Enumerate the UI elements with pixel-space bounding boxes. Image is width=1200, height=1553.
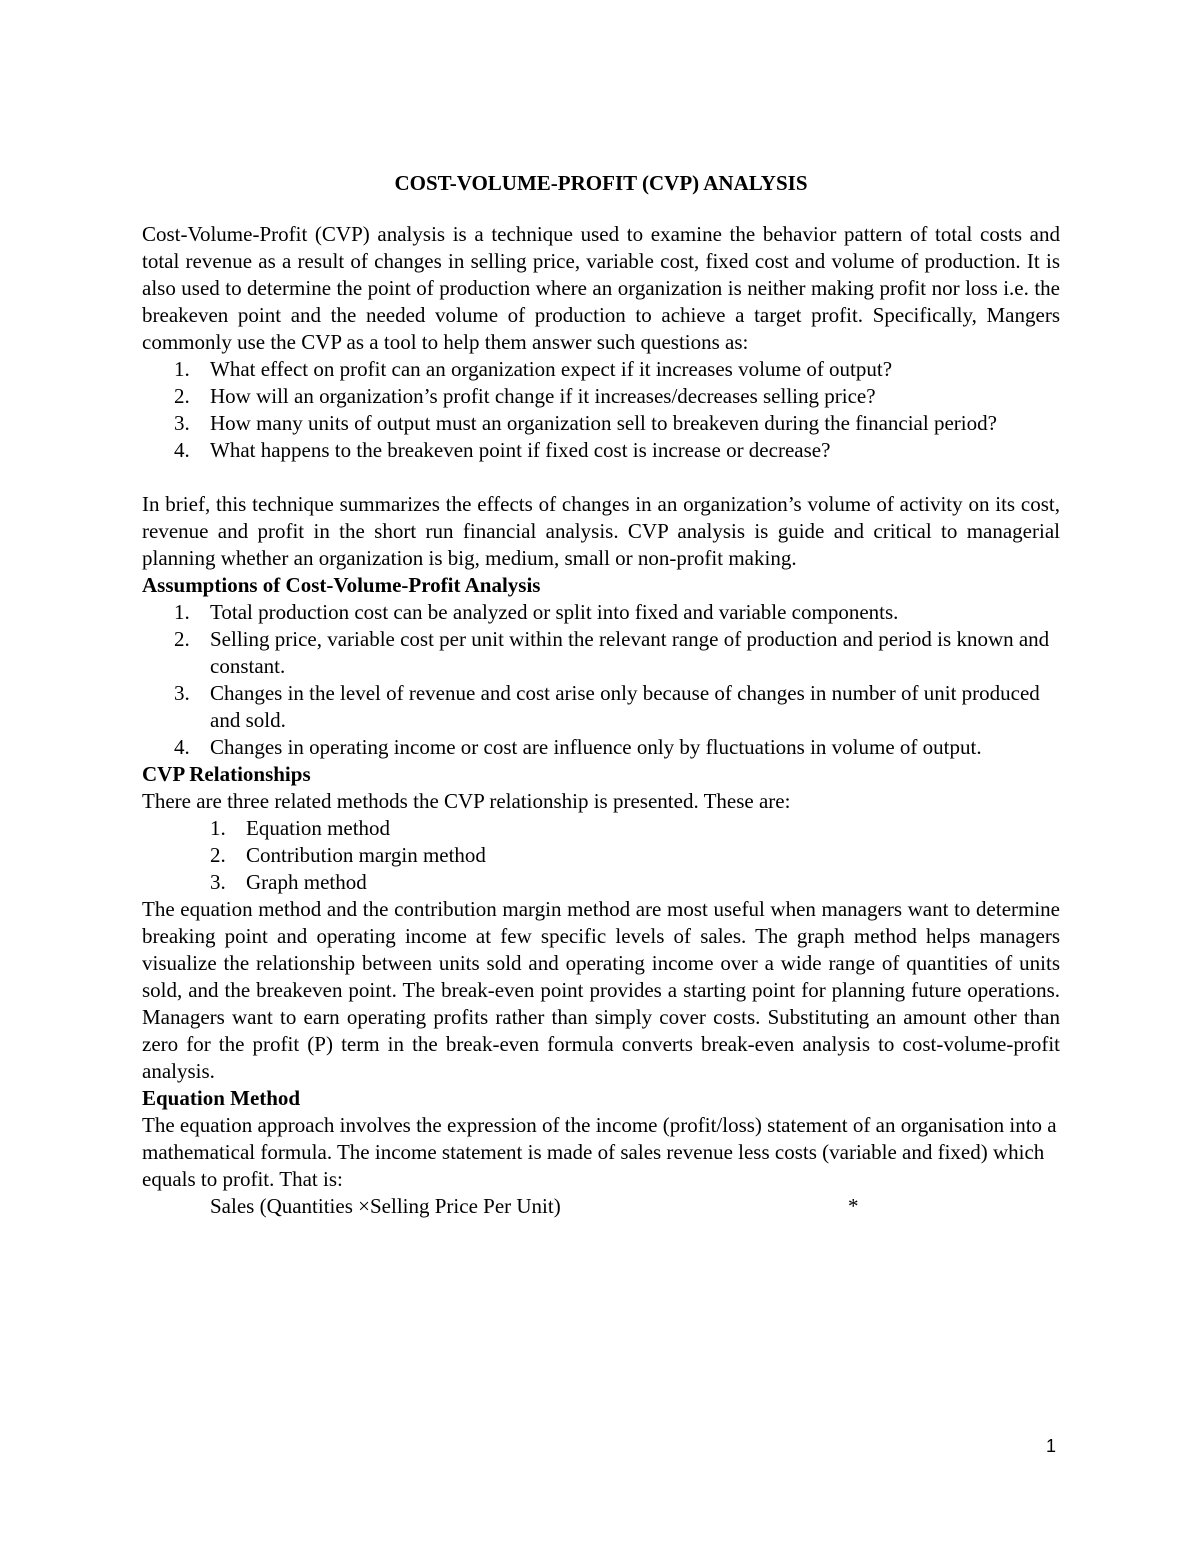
questions-list	[174, 356, 1060, 464]
list-number: 3.	[174, 411, 190, 435]
page-number: 1	[1046, 1436, 1057, 1456]
list-text: What happens to the breakeven point if fixed cost is increase or decrease?	[210, 438, 831, 462]
list-number: 2.	[174, 384, 190, 408]
list-text: Contribution margin method	[246, 843, 486, 867]
list-text: How many units of output must an organization sell to breakeven during the financial period?	[210, 411, 997, 435]
methods-list	[210, 815, 1060, 896]
formula-line	[210, 1193, 1060, 1220]
formula-mark: *	[848, 1194, 859, 1218]
list-number: 3.	[174, 681, 190, 705]
brief-paragraph: In brief, this technique summarizes the effects of changes in an organization’s volume of activity on its cost, revenue and profit in the short run financial analysis. CVP analysis is guide and critical to managerial planning whether an organization is big, medium, small or non-profit making.	[142, 492, 1060, 570]
formula-text: Sales (Quantities ×Selling Price Per Unit)	[210, 1194, 561, 1218]
relationships-intro: There are three related methods the CVP relationship is presented. These are:	[142, 789, 791, 813]
relationships-body: The equation method and the contribution margin method are most useful when managers want to determine breaking point and operating income at few specific levels of sales. The graph method helps managers visualize the relationship between units sold and operating income over a wide range of quantities of units sold, and the breakeven point. The break-even point provides a starting point for planning future operations. Managers want to earn operating profits rather than simply cover costs. Substituting an amount other than zero for the profit (P) term in the break-even formula converts break-even analysis to cost-volume-profit analysis.	[142, 897, 1060, 1083]
list-item	[174, 356, 1060, 383]
list-number: 1.	[210, 816, 226, 840]
list-item	[174, 599, 1060, 626]
list-text: Selling price, variable cost per unit within the relevant range of production and period is known and constant.	[210, 627, 1050, 678]
list-item	[174, 734, 1060, 761]
list-text: Total production cost can be analyzed or split into fixed and variable components.	[210, 600, 899, 624]
list-number: 4.	[174, 438, 190, 462]
intro-paragraph: Cost-Volume-Profit (CVP) analysis is a technique used to examine the behavior pattern of total costs and total revenue as a result of changes in selling price, variable cost, fixed cost and volume of production. It is also used to determine the point of production where an organization is neither making profit nor loss i.e. the breakeven point and the needed volume of production to achieve a target profit. Specifically, Mangers commonly use the CVP as a tool to help them answer such questions as:	[142, 222, 1060, 354]
list-text: How will an organization’s profit change if it increases/decreases selling price?	[210, 384, 876, 408]
list-text: Changes in the level of revenue and cost arise only because of changes in number of unit produced and sold.	[210, 681, 1040, 732]
list-text: What effect on profit can an organization expect if it increases volume of output?	[210, 357, 893, 381]
page-content	[142, 168, 1060, 1220]
list-number: 2.	[210, 843, 226, 867]
list-item	[174, 626, 1060, 680]
list-item	[174, 437, 1060, 464]
list-item	[210, 869, 1060, 896]
list-text: Changes in operating income or cost are influence only by fluctuations in volume of output.	[210, 735, 982, 759]
page-title: COST-VOLUME-PROFIT (CVP) ANALYSIS	[394, 171, 808, 195]
equation-method-heading: Equation Method	[142, 1086, 301, 1110]
cvp-relationships-heading: CVP Relationships	[142, 762, 311, 786]
list-number: 3.	[210, 870, 226, 894]
list-number: 1.	[174, 357, 190, 381]
list-number: 2.	[174, 627, 190, 651]
assumptions-list	[174, 599, 1060, 761]
list-number: 1.	[174, 600, 190, 624]
equation-method-body: The equation approach involves the expression of the income (profit/loss) statement of an organisation into a mathematical formula. The income statement is made of sales revenue less costs (variable and fixed) which equals to profit. That is:	[142, 1113, 1057, 1191]
list-item	[174, 410, 1060, 437]
list-item	[174, 383, 1060, 410]
list-number: 4.	[174, 735, 190, 759]
assumptions-heading: Assumptions of Cost-Volume-Profit Analysis	[142, 573, 541, 597]
list-item	[210, 815, 1060, 842]
list-item	[210, 842, 1060, 869]
list-item	[174, 680, 1060, 734]
list-text: Graph method	[246, 870, 367, 894]
list-text: Equation method	[246, 816, 391, 840]
